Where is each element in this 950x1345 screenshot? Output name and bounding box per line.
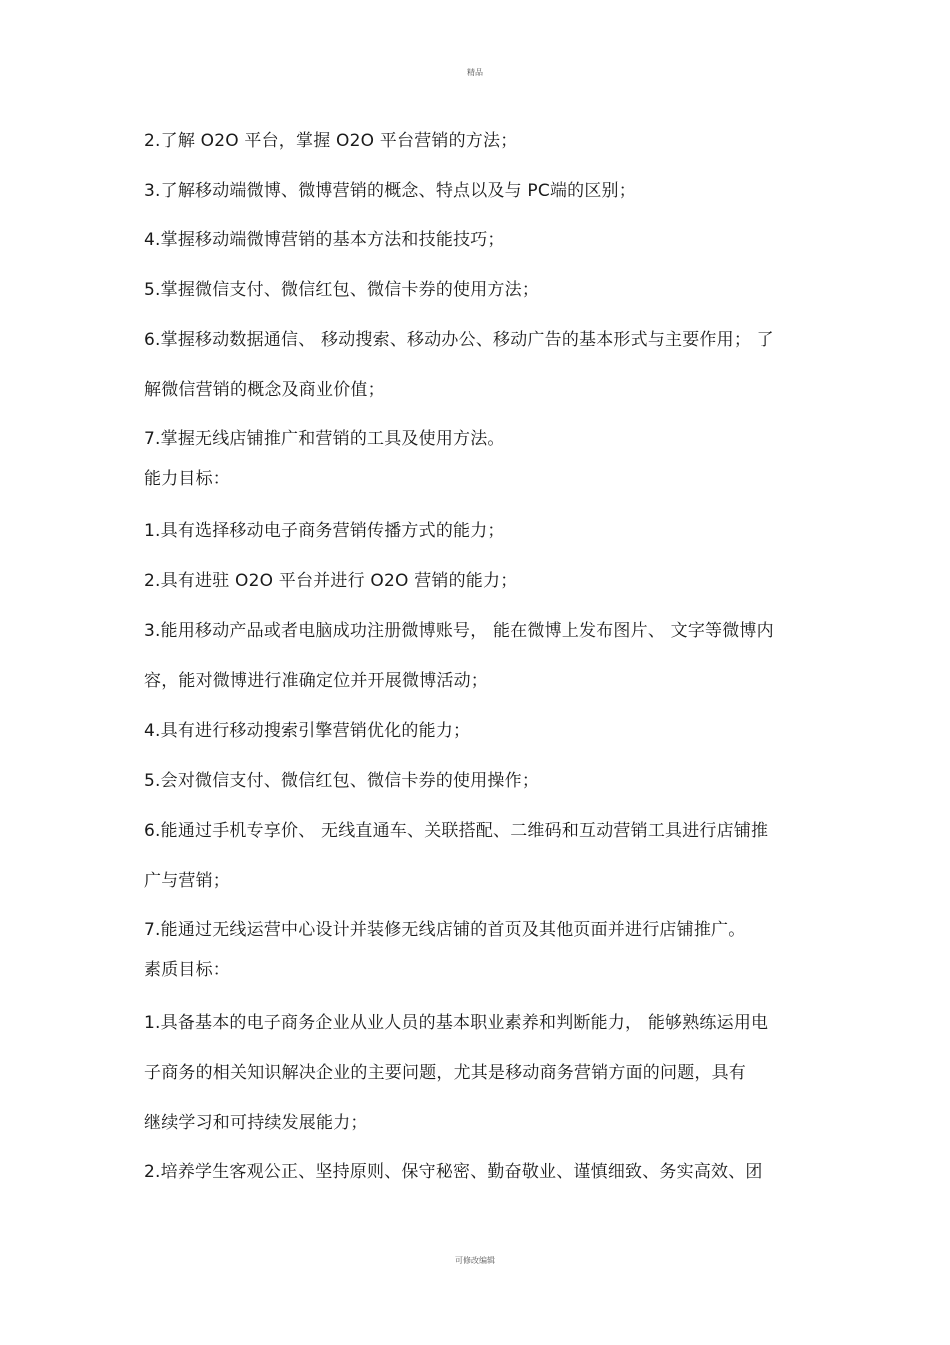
text-line: 2.具有进驻 O2O 平台并进行 O2O 营销的能力； xyxy=(144,571,518,591)
text-line: 5.掌握微信支付、微信红包、微信卡券的使用方法； xyxy=(144,280,540,300)
text-line: 5.会对微信支付、微信红包、微信卡券的使用操作； xyxy=(144,771,540,791)
footer-mark: 可修改编辑 xyxy=(455,1256,495,1265)
text-line: 广与营销； xyxy=(144,871,230,891)
text-line: 6.掌握移动数据通信、 移动搜索、移动办公、移动广告的基本形式与主要作用； 了 xyxy=(144,330,774,350)
section-heading: 能力目标： xyxy=(144,469,230,489)
text-line: 解微信营销的概念及商业价值； xyxy=(144,380,385,400)
text-line: 3.了解移动端微博、微博营销的概念、特点以及与 PC端的区别； xyxy=(144,181,636,201)
text-line: 2.培养学生客观公正、坚持原则、保守秘密、勤奋敬业、谨慎细致、务实高效、团 xyxy=(144,1162,763,1182)
text-line: 4.具有进行移动搜索引擎营销优化的能力； xyxy=(144,721,471,741)
header-mark: 精品 xyxy=(467,68,483,77)
text-line: 6.能通过手机专享价、 无线直通车、关联搭配、二维码和互动营销工具进行店铺推 xyxy=(144,821,769,841)
text-line: 1.具有选择移动电子商务营销传播方式的能力； xyxy=(144,521,505,541)
text-line: 容，能对微博进行准确定位并开展微博活动； xyxy=(144,671,488,691)
text-line: 7.掌握无线店铺推广和营销的工具及使用方法。 xyxy=(144,429,505,449)
section-heading: 素质目标： xyxy=(144,960,230,980)
text-line: 1.具备基本的电子商务企业从业人员的基本职业素养和判断能力， 能够熟练运用电 xyxy=(144,1013,769,1033)
text-line: 4.掌握移动端微博营销的基本方法和技能技巧； xyxy=(144,230,505,250)
text-line: 3.能用移动产品或者电脑成功注册微博账号， 能在微博上发布图片、 文字等微博内 xyxy=(144,621,774,641)
text-line: 子商务的相关知识解决企业的主要问题，尤其是移动商务营销方面的问题，具有 xyxy=(144,1063,746,1083)
text-line: 2.了解 O2O 平台，掌握 O2O 平台营销的方法； xyxy=(144,131,518,151)
text-line: 7.能通过无线运营中心设计并装修无线店铺的首页及其他页面并进行店铺推广。 xyxy=(144,920,746,940)
text-line: 继续学习和可持续发展能力； xyxy=(144,1113,368,1133)
